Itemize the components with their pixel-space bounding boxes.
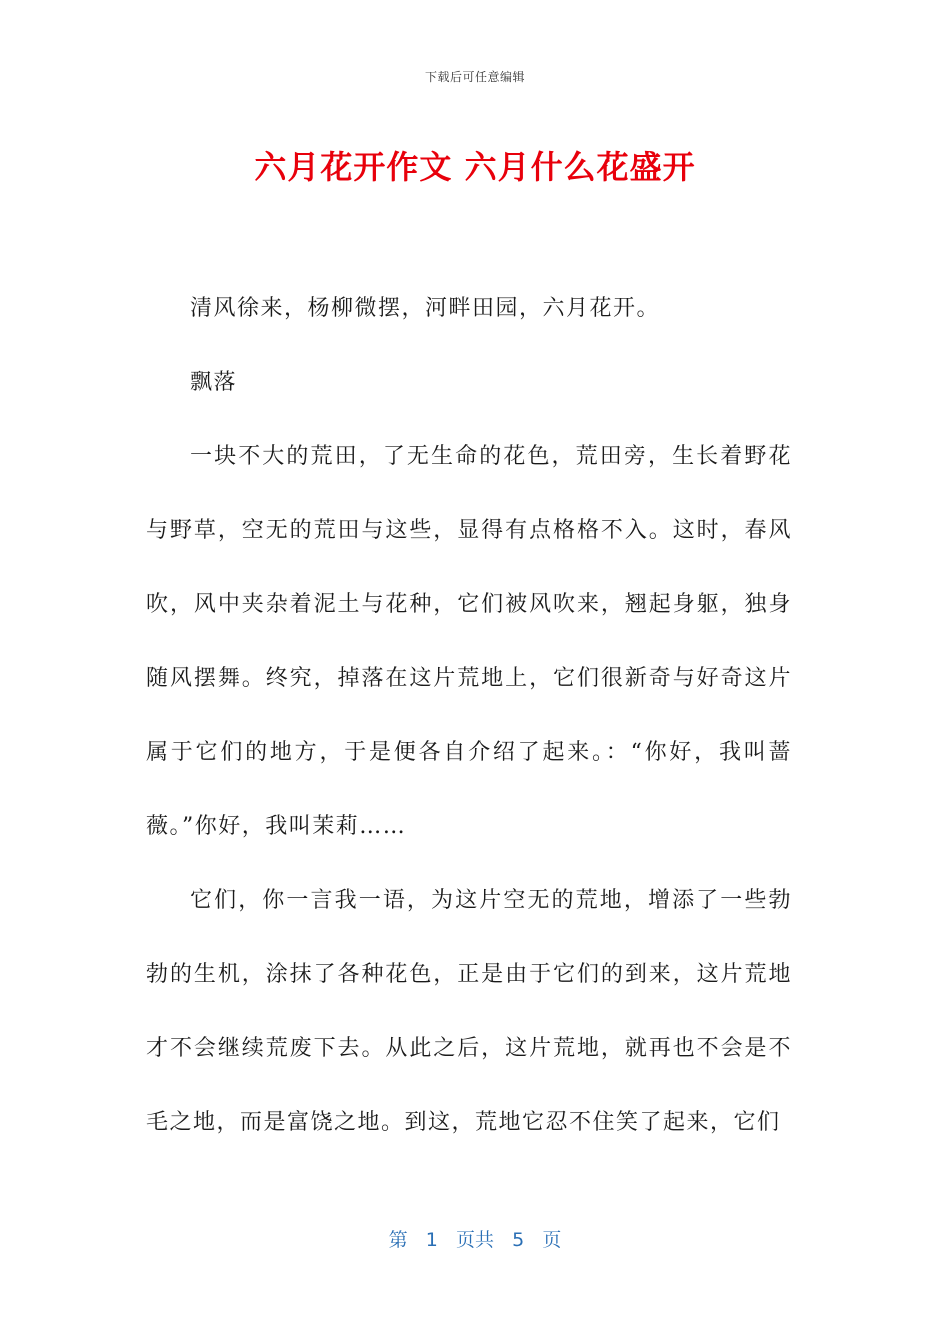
paragraph: 清风徐来，杨柳微摆，河畔田园，六月花开。 [190,296,661,321]
document-body [146,272,792,1160]
total-pages-number: 5 [512,1229,525,1251]
header-note: 下载后可任意编辑 [424,70,525,84]
page-suffix: 页 [542,1229,562,1251]
page-middle: 页共 [455,1229,494,1251]
page-prefix: 第 [388,1229,408,1251]
paragraph: 一块不大的荒田，了无生命的花色，荒田旁，生长着野花与野草，空无的荒田与这些，显得有点格格不入。这时，春风吹，风中夹杂着泥土与花种，它们被风吹来，翘起身躯，独身随风摆舞。终究，掉落在这片荒地上，它们很新奇与好奇这片属于它们的地方，于是便各自介绍了起来。：“你好，我叫蔷薇。”你好，我叫茉莉…… [146,444,792,839]
page-footer [0,1225,950,1252]
document-title: 六月花开作文 六月什么花盛开 [254,148,696,186]
paragraph: 它们，你一言我一语，为这片空无的荒地，增添了一些勃勃的生机，涂抹了各种花色，正是由于它们的到来，这片荒地才不会继续荒废下去。从此之后，这片荒地，就再也不会是不毛之地，而是富饶之地。到这，荒地它忍不住笑了起来，它们 [146,888,792,1135]
section-heading: 飘落 [190,370,238,395]
current-page-number: 1 [425,1229,438,1251]
